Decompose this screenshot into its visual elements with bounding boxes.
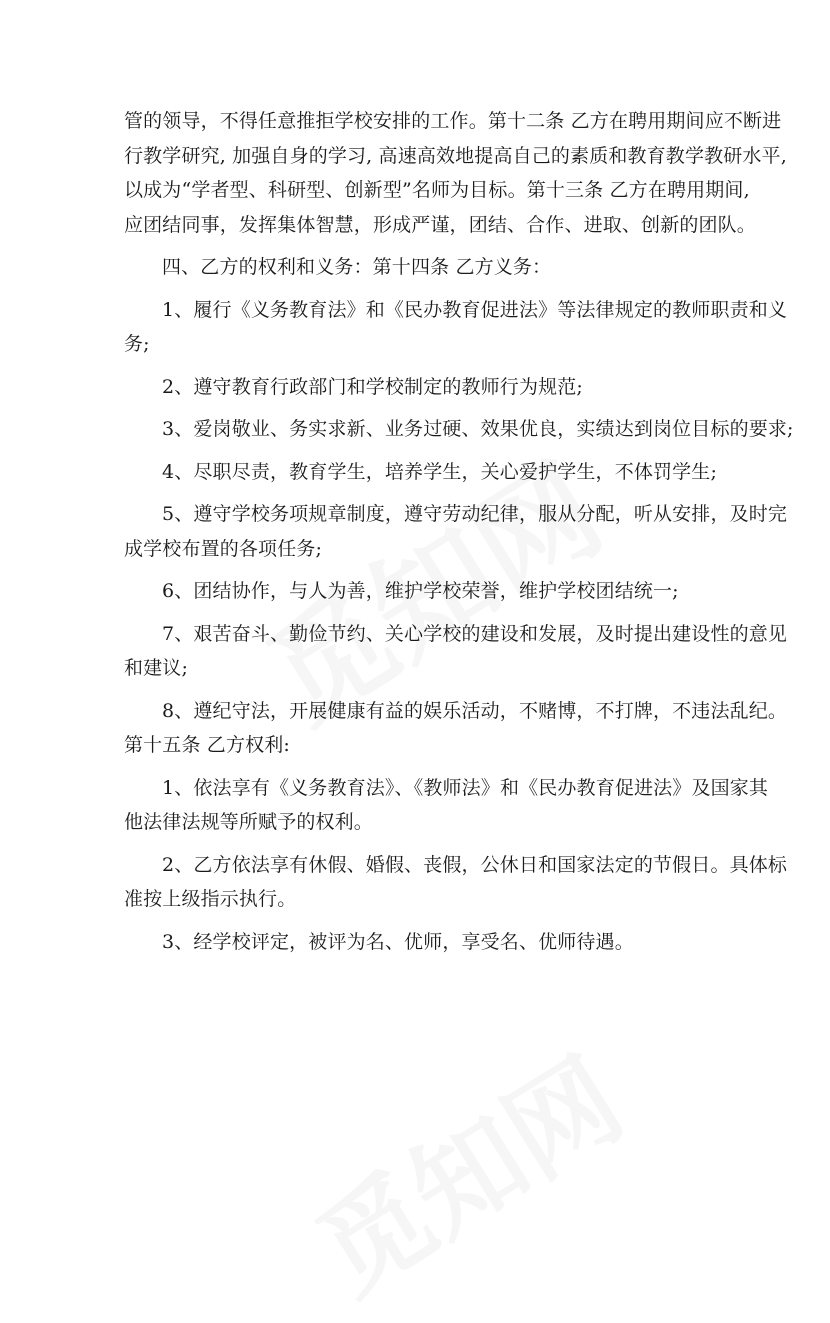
list-item-line: 8、遵纪守法，开展健康有益的娱乐活动，不赌博，不打牌，不违法乱纪。 (162, 699, 788, 722)
list-item-line: 4、尽职尽责，教育学生，培养学生，关心爱护学生，不体罚学生; (162, 460, 717, 483)
list-item-line: 2、遵守教育行政部门和学校制定的教师行为规范; (162, 375, 583, 398)
paragraph-line: 应团结同事，发挥集体智慧，形成严谨，团结、合作、进取、创新的团队。 (124, 213, 756, 236)
list-item-line: 3、经学校评定，被评为名、优师，享受名、优师待遇。 (162, 930, 634, 953)
paragraph-line: 行教学研究, 加强自身的学习, 高速高效地提高自己的素质和教育教学教研水平, (124, 144, 787, 167)
watermark (283, 1015, 647, 1323)
list-item-line: 务; (124, 333, 150, 355)
document-body (124, 104, 794, 959)
list-item-line: 7、艰苦奋斗、勤俭节约、关心学校的建设和发展，及时提出建设性的意见 (162, 622, 788, 645)
list-item-line: 6、团结协作，与人为善，维护学校荣誉，维护学校团结统一; (162, 580, 679, 602)
list-item-line: 5、遵守学校务项规章制度，遵守劳动纪律，服从分配，听从安排，及时完 (162, 503, 788, 525)
list-item-line: 1、履行《义务教育法》和《民办教育促进法》等法律规定的教师职责和义 (162, 298, 788, 321)
section-heading: 第十五条 乙方权利: (124, 734, 290, 756)
list-item-line: 和建议; (124, 657, 189, 679)
list-item-line: 他法律法规等所赋予的权利。 (124, 811, 373, 833)
list-item-line: 准按上级指示执行。 (124, 888, 297, 910)
list-item-line: 成学校布置的各项任务; (124, 537, 323, 560)
list-item-line: 2、乙方依法享有休假、婚假、丧假，公休日和国家法定的节假日。具体标 (162, 853, 788, 876)
paragraph-line: 管的领导，不得任意推拒学校安排的工作。第十二条 乙方在聘用期间应不断进 (124, 110, 782, 132)
list-item-line: 3、爱岗敬业、务实求新、业务过硬、效果优良，实绩达到岗位目标的要求; (162, 418, 794, 440)
paragraph-line: 以成为“学者型、科研型、创新型”名师为目标。第十三条 乙方在聘用期间, (124, 179, 750, 201)
list-item-line: 1、依法享有《义务教育法》、《教师法》和《民办教育促进法》及国家其 (162, 776, 769, 799)
section-heading: 四、乙方的权利和义务：第十四条 乙方义务： (162, 256, 552, 278)
